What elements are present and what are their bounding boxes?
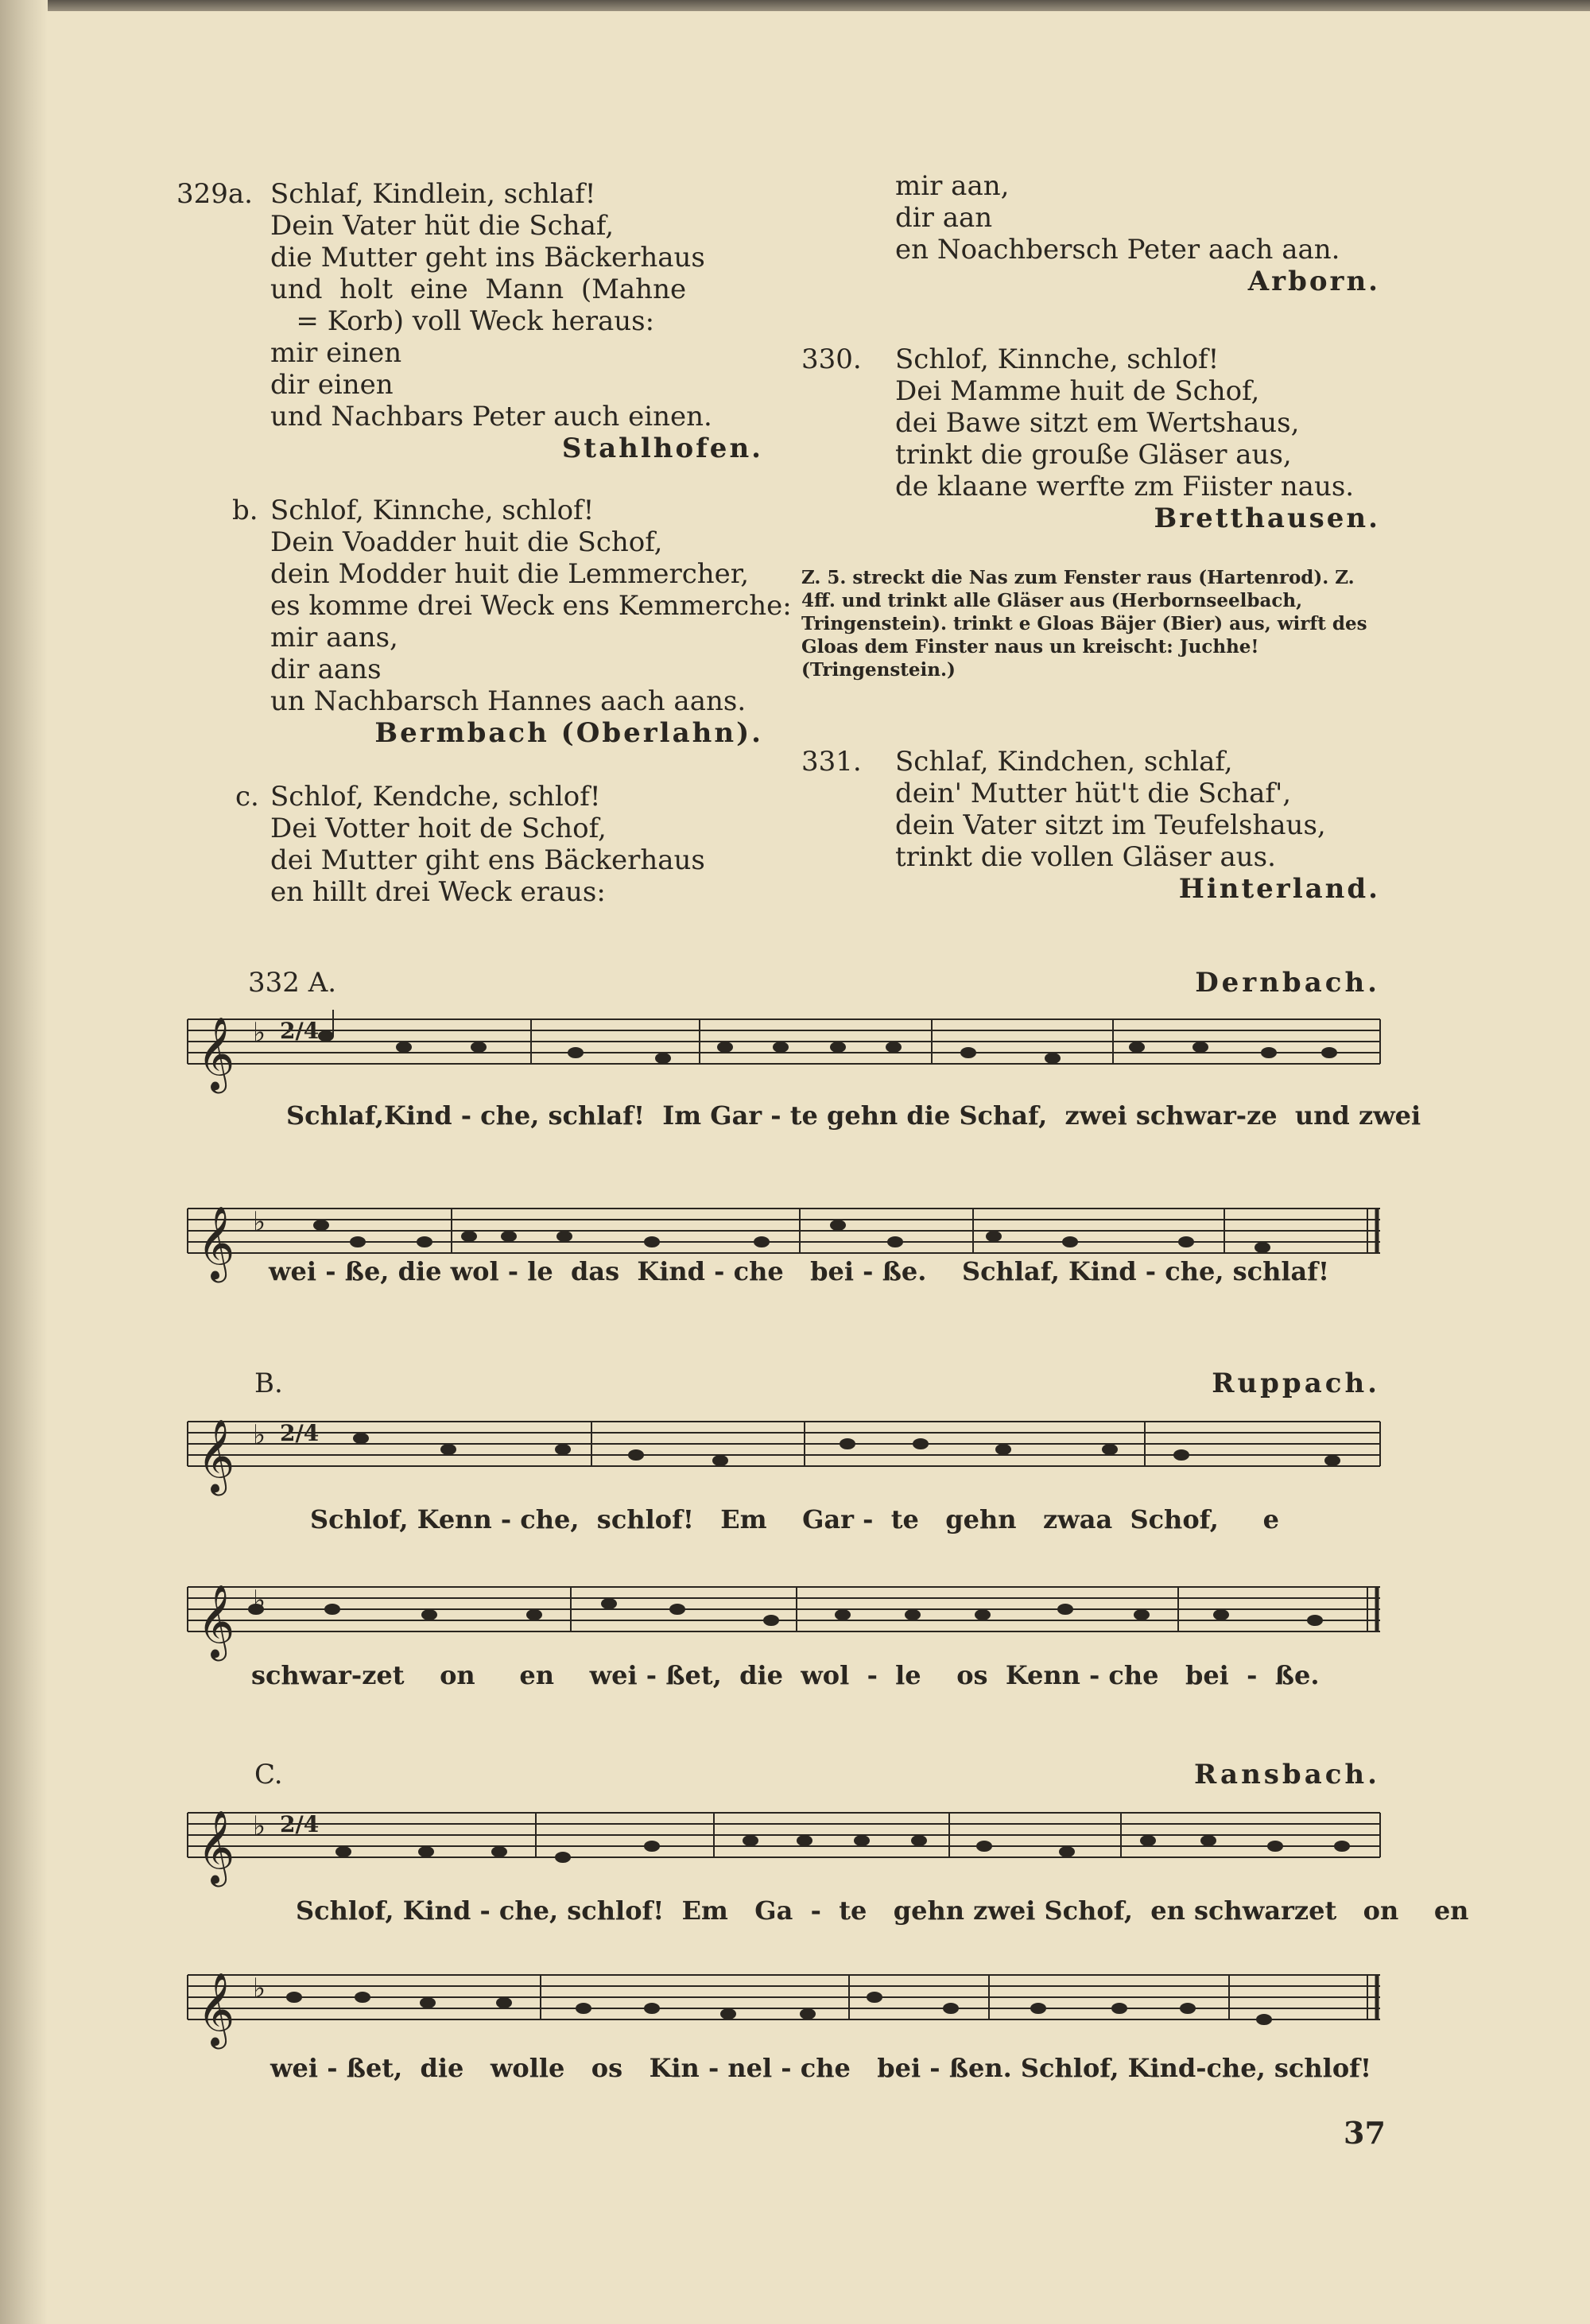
- melody-title-b: B.: [254, 1368, 283, 1399]
- melody-place-b: Ruppach.: [1212, 1368, 1380, 1399]
- song-place: Hinterland.: [1178, 873, 1380, 905]
- time-signature: 2/4: [280, 1420, 320, 1446]
- song-line: Dein Voadder huit die Schof,: [270, 526, 663, 558]
- song-line: de klaane werfte zm Fiister naus.: [895, 471, 1355, 502]
- song-line: Schlof, Kendche, schlof!: [270, 781, 601, 813]
- staff-c2: [188, 1975, 1380, 2024]
- song-line: Dei Votter hoit de Schof,: [270, 813, 607, 844]
- staff-b1: [188, 1422, 1380, 1466]
- treble-clef-icon: 𝄞: [197, 1418, 235, 1492]
- treble-clef-icon: 𝄞: [197, 1810, 235, 1884]
- song-line: dei Bawe sitzt em Wertshaus,: [895, 407, 1300, 439]
- song-line: Dein Vater hüt die Schaf,: [270, 210, 615, 242]
- lyrics-a2: wei - ße, die wol - le das Kind - che bei - ße. Schlaf, Kind - che, schlaf!: [269, 1256, 1330, 1286]
- song-number-329b: b.: [232, 495, 258, 526]
- flat-icon: ♭: [253, 1419, 266, 1451]
- song-line: dein Modder huit die Lemmercher,: [270, 558, 750, 590]
- time-signature: 2/4: [280, 1018, 320, 1044]
- song-place: Stahlhofen.: [561, 433, 763, 464]
- treble-clef-icon: 𝄞: [197, 1205, 235, 1279]
- song-line: mir aans,: [270, 622, 398, 654]
- flat-icon: ♭: [253, 1810, 266, 1842]
- lyrics-b1: Schlof, Kenn - che, schlof! Em Gar - te gehn zwaa Schof, e: [310, 1504, 1279, 1534]
- song-place: Bermbach (Oberlahn).: [374, 717, 763, 749]
- song-line: die Mutter geht ins Bäckerhaus: [270, 242, 705, 274]
- lyrics-a1: Schlaf,Kind - che, schlaf! Im Gar - te gehn die Schaf, zwei schwar-ze und zwei: [286, 1100, 1421, 1131]
- song-number-329a: 329a.: [176, 178, 253, 210]
- time-signature: 2/4: [280, 1811, 320, 1837]
- song-number-331: 331.: [801, 746, 862, 778]
- song-line: dein' Mutter hüt't die Schaf',: [895, 778, 1292, 809]
- song-line: = Korb) voll Weck heraus:: [270, 305, 655, 337]
- staff-b2: [188, 1587, 1380, 1631]
- flat-icon: ♭: [253, 1017, 266, 1049]
- melody-title-c: C.: [254, 1759, 283, 1791]
- song-line: trinkt die grouße Gläser aus,: [895, 439, 1292, 471]
- song-number-329c: c.: [235, 781, 259, 813]
- song-line: dir einen: [270, 369, 394, 401]
- song-line: dein Vater sitzt im Teufelshaus,: [895, 809, 1326, 841]
- flat-icon: ♭: [253, 1585, 266, 1616]
- song-number-330: 330.: [801, 343, 862, 375]
- variant-note: Z. 5. streckt die Nas zum Fenster raus (Hartenrod). Z. 4ff. und trinkt alle Gläser aus (Herbornseelbach, Tringenstein). trinkt e Gloas Bäjer (Bier) aus, wirft des Gloas dem Finster naus un kreischt: Juchhe! (Tringenstein.): [801, 567, 1367, 681]
- song-line: dei Mutter giht ens Bäckerhaus: [270, 844, 705, 876]
- staff-a2: [188, 1209, 1380, 1253]
- song-line: en hillt drei Weck eraus:: [270, 876, 606, 908]
- song-line: mir einen: [270, 337, 402, 369]
- flat-icon: ♭: [253, 1973, 266, 2004]
- page-number: 37: [1344, 2115, 1386, 2151]
- song-line: un Nachbarsch Hannes aach aans.: [270, 685, 747, 717]
- treble-clef-icon: 𝄞: [197, 1584, 235, 1658]
- lyrics-b2: schwar-zet on en wei - ßet, die wol - le os Kenn - che bei - ße.: [251, 1660, 1320, 1690]
- song-line: und Nachbars Peter auch einen.: [270, 401, 712, 433]
- treble-clef-icon: 𝄞: [197, 1972, 235, 2046]
- song-line: und holt eine Mann (Mahne: [270, 274, 687, 305]
- song-line: trinkt die vollen Gläser aus.: [895, 841, 1276, 873]
- song-line: Dei Mamme huit de Schof,: [895, 375, 1260, 407]
- song-place: Bretthausen.: [1154, 502, 1380, 534]
- song-line: es komme drei Weck ens Kemmerche:: [270, 590, 792, 622]
- song-line: Schlof, Kinnche, schlof!: [895, 343, 1220, 375]
- song-line: dir aans: [270, 654, 382, 685]
- staff-a1: [188, 1010, 1380, 1064]
- lyrics-c1: Schlof, Kind - che, schlof! Em Ga - te gehn zwei Schof, en schwarzet on en: [296, 1895, 1469, 1926]
- song-line: Schlaf, Kindlein, schlaf!: [270, 178, 596, 210]
- song-line: en Noachbersch Peter aach aan.: [895, 234, 1340, 266]
- staff-c1: [188, 1813, 1380, 1862]
- melody-place-a: Dernbach.: [1195, 967, 1380, 999]
- song-line: mir aan,: [895, 170, 1010, 202]
- song-line: dir aan: [895, 202, 993, 234]
- song-line: Schlaf, Kindchen, schlaf,: [895, 746, 1233, 778]
- flat-icon: ♭: [253, 1206, 266, 1238]
- song-place: Arborn.: [1247, 266, 1380, 297]
- song-line: Schlof, Kinnche, schlof!: [270, 495, 595, 526]
- melody-place-c: Ransbach.: [1194, 1759, 1380, 1791]
- treble-clef-icon: 𝄞: [197, 1016, 235, 1090]
- melody-title-a: 332 A.: [248, 967, 337, 999]
- lyrics-c2: wei - ßet, die wolle os Kin - nel - che bei - ßen. Schlof, Kind-che, schlof!: [270, 2053, 1371, 2083]
